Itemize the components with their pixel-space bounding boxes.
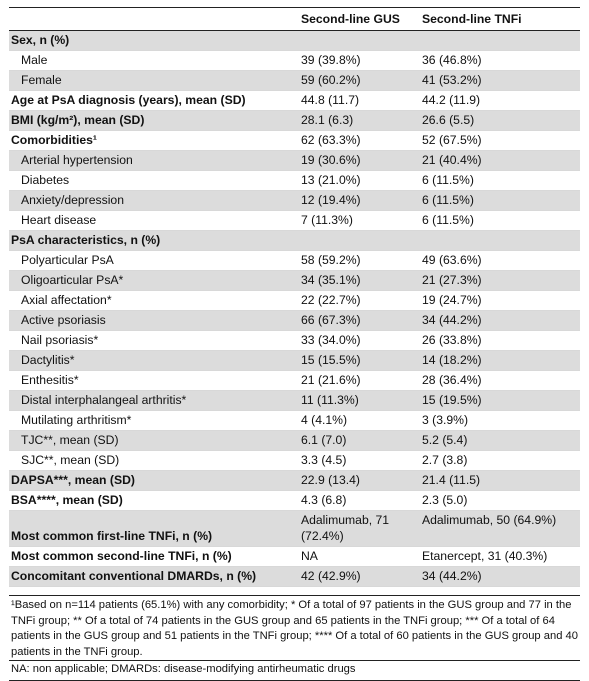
header-gus: Second-line GUS (299, 8, 420, 31)
table-row (9, 311, 580, 331)
gus-value: 34 (35.1%) (299, 271, 420, 291)
gus-value: 44.8 (11.7) (299, 91, 420, 111)
gus-value: 59 (60.2%) (299, 71, 420, 91)
gus-value: 13 (21.0%) (299, 171, 420, 191)
tnfi-value: 19 (24.7%) (420, 291, 580, 311)
row-label: BSA****, mean (SD) (9, 491, 299, 511)
tnfi-value: 41 (53.2%) (420, 71, 580, 91)
table-row (9, 351, 580, 371)
table-row (9, 91, 580, 111)
gus-value: 66 (67.3%) (299, 311, 420, 331)
gus-value: 15 (15.5%) (299, 351, 420, 371)
gus-value: 22 (22.7%) (299, 291, 420, 311)
header-label (9, 8, 299, 31)
row-label: Most common first-line TNFi, n (%) (9, 511, 299, 547)
row-label: Enthesitis* (9, 371, 299, 391)
table-row (9, 491, 580, 511)
table-row (9, 471, 580, 491)
gus-value: 33 (34.0%) (299, 331, 420, 351)
tnfi-value: 6 (11.5%) (420, 171, 580, 191)
row-label: Female (9, 71, 299, 91)
row-label: Arterial hypertension (9, 151, 299, 171)
table-row (9, 547, 580, 567)
tnfi-value: 21 (27.3%) (420, 271, 580, 291)
table-row (9, 291, 580, 311)
row-label: Sex, n (%) (9, 31, 299, 51)
table-row (9, 131, 580, 151)
tnfi-value: 34 (44.2%) (420, 311, 580, 331)
row-label: Axial affectation* (9, 291, 299, 311)
table-body (9, 31, 580, 587)
gus-value: 19 (30.6%) (299, 151, 420, 171)
row-label: Oligoarticular PsA* (9, 271, 299, 291)
tnfi-value: 34 (44.2%) (420, 567, 580, 587)
table-footnotes (9, 595, 580, 681)
tnfi-value: Adalimumab, 50 (64.9%) (420, 511, 580, 547)
tnfi-value (420, 231, 580, 251)
gus-value: Adalimumab, 71 (72.4%) (299, 511, 420, 547)
tnfi-value: 52 (67.5%) (420, 131, 580, 151)
tnfi-value: 44.2 (11.9) (420, 91, 580, 111)
row-label: Age at PsA diagnosis (years), mean (SD) (9, 91, 299, 111)
tnfi-value: Etanercept, 31 (40.3%) (420, 547, 580, 567)
gus-value: NA (299, 547, 420, 567)
tnfi-value: 26 (33.8%) (420, 331, 580, 351)
table-row (9, 31, 580, 51)
table-row (9, 411, 580, 431)
row-label: Nail psoriasis* (9, 331, 299, 351)
table-row (9, 151, 580, 171)
row-label: BMI (kg/m²), mean (SD) (9, 111, 299, 131)
gus-value: 58 (59.2%) (299, 251, 420, 271)
row-label: Polyarticular PsA (9, 251, 299, 271)
tnfi-value: 2.7 (3.8) (420, 451, 580, 471)
gus-value: 4 (4.1%) (299, 411, 420, 431)
table-row (9, 111, 580, 131)
tnfi-value: 15 (19.5%) (420, 391, 580, 411)
gus-value: 39 (39.8%) (299, 51, 420, 71)
header-row (9, 8, 580, 31)
gus-value (299, 231, 420, 251)
tnfi-value: 36 (46.8%) (420, 51, 580, 71)
abbreviations-text: NA: non applicable; DMARDs: disease-modifying antirheumatic drugs (9, 660, 580, 681)
tnfi-value: 28 (36.4%) (420, 371, 580, 391)
table-row (9, 231, 580, 251)
gus-value: 12 (19.4%) (299, 191, 420, 211)
table-row (9, 51, 580, 71)
table-row (9, 511, 580, 547)
tnfi-value: 26.6 (5.5) (420, 111, 580, 131)
table-row (9, 211, 580, 231)
table-row (9, 271, 580, 291)
row-label: DAPSA***, mean (SD) (9, 471, 299, 491)
table-row (9, 391, 580, 411)
row-label: Distal interphalangeal arthritis* (9, 391, 299, 411)
gus-value: 21 (21.6%) (299, 371, 420, 391)
table-row (9, 191, 580, 211)
gus-value: 22.9 (13.4) (299, 471, 420, 491)
row-label: Most common second-line TNFi, n (%) (9, 547, 299, 567)
gus-value (299, 31, 420, 51)
gus-value: 42 (42.9%) (299, 567, 420, 587)
row-label: Anxiety/depression (9, 191, 299, 211)
row-label: Heart disease (9, 211, 299, 231)
tnfi-value: 14 (18.2%) (420, 351, 580, 371)
tnfi-value: 21.4 (11.5) (420, 471, 580, 491)
gus-value: 28.1 (6.3) (299, 111, 420, 131)
table-header (9, 8, 580, 31)
row-label: Mutilating arthritism* (9, 411, 299, 431)
table-row (9, 371, 580, 391)
row-label: TJC**, mean (SD) (9, 431, 299, 451)
characteristics-table (9, 7, 580, 587)
table-row (9, 71, 580, 91)
table-row (9, 251, 580, 271)
tnfi-value: 3 (3.9%) (420, 411, 580, 431)
tnfi-value: 5.2 (5.4) (420, 431, 580, 451)
table-row (9, 451, 580, 471)
row-label: Active psoriasis (9, 311, 299, 331)
gus-value: 11 (11.3%) (299, 391, 420, 411)
row-label: Diabetes (9, 171, 299, 191)
table-row (9, 567, 580, 587)
row-label: SJC**, mean (SD) (9, 451, 299, 471)
row-label: PsA characteristics, n (%) (9, 231, 299, 251)
header-tnfi: Second-line TNFi (420, 8, 580, 31)
tnfi-value: 6 (11.5%) (420, 191, 580, 211)
tnfi-value: 6 (11.5%) (420, 211, 580, 231)
gus-value: 3.3 (4.5) (299, 451, 420, 471)
tnfi-value: 49 (63.6%) (420, 251, 580, 271)
row-label: Concomitant conventional DMARDs, n (%) (9, 567, 299, 587)
row-label: Male (9, 51, 299, 71)
gus-value: 4.3 (6.8) (299, 491, 420, 511)
footnote-text: ¹Based on n=114 patients (65.1%) with any comorbidity; * Of a total of 97 patients in the GUS group and 77 in the TNFi group; ** Of a total of 74 patients in the GUS group and 65 patients in the TNFi group; *** Of a total of 64 patients in the GUS group and 51 patients in the TNFi group; **** Of a total of 60 patients in the GUS group and 40 patients in the TNFi group. (9, 595, 580, 660)
table-row (9, 331, 580, 351)
row-label: Dactylitis* (9, 351, 299, 371)
tnfi-value (420, 31, 580, 51)
gus-value: 7 (11.3%) (299, 211, 420, 231)
gus-value: 6.1 (7.0) (299, 431, 420, 451)
table-row (9, 171, 580, 191)
tnfi-value: 2.3 (5.0) (420, 491, 580, 511)
characteristics-table-wrapper (9, 7, 580, 587)
tnfi-value: 21 (40.4%) (420, 151, 580, 171)
row-label: Comorbidities¹ (9, 131, 299, 151)
gus-value: 62 (63.3%) (299, 131, 420, 151)
table-row (9, 431, 580, 451)
